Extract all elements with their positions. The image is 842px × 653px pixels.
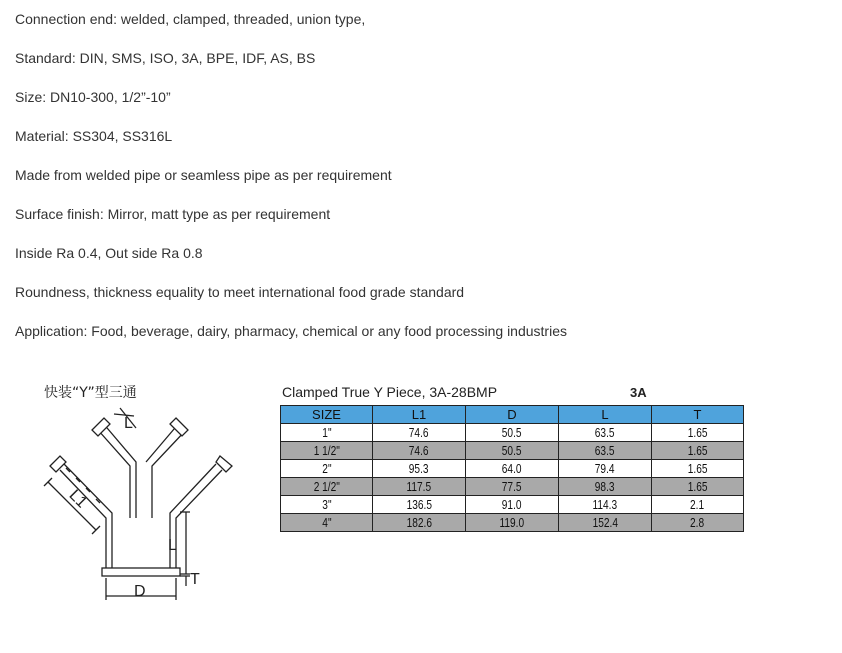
cell-size: 1 1/2" bbox=[313, 443, 340, 458]
cell-d: 50.5 bbox=[502, 443, 522, 458]
col-header-size: SIZE bbox=[281, 406, 373, 424]
cell-t: 1.65 bbox=[687, 479, 708, 494]
cell-l1: 95.3 bbox=[409, 461, 429, 476]
spec-standard: Standard: DIN, SMS, ISO, 3A, BPE, IDF, AS, BS bbox=[15, 50, 316, 66]
col-header-t: T bbox=[652, 406, 744, 424]
cell-d: 64.0 bbox=[502, 461, 522, 476]
spec-size: Size: DN10-300, 1/2”-10” bbox=[15, 89, 171, 105]
col-header-l: L bbox=[559, 406, 652, 424]
left-branch-inner bbox=[98, 430, 130, 518]
table-title: Clamped True Y Piece, 3A-28BMP bbox=[282, 384, 498, 400]
left-branch-lower bbox=[60, 470, 106, 570]
cell-l: 98.3 bbox=[595, 479, 615, 494]
spec-pipe: Made from welded pipe or seamless pipe as per requirement bbox=[15, 167, 392, 183]
table-row bbox=[281, 514, 744, 532]
left-side-ferrule bbox=[50, 456, 66, 472]
cell-l: 79.4 bbox=[595, 461, 615, 476]
cell-l: 63.5 bbox=[595, 443, 615, 458]
cell-size: 2 1/2" bbox=[313, 479, 340, 494]
table-row bbox=[281, 478, 744, 496]
label-t: T bbox=[190, 571, 200, 588]
left-branch-outer bbox=[102, 422, 136, 518]
cell-d: 77.5 bbox=[502, 479, 522, 494]
cell-d: 91.0 bbox=[502, 497, 522, 512]
spec-roundness: Roundness, thickness equality to meet international food grade standard bbox=[15, 284, 465, 300]
y-piece-drawing bbox=[40, 400, 250, 610]
cell-d: 50.5 bbox=[502, 425, 522, 440]
cell-size: 3" bbox=[321, 497, 332, 512]
right-branch-inner bbox=[152, 430, 186, 518]
cell-d: 119.0 bbox=[499, 515, 525, 530]
dimension-table bbox=[280, 405, 744, 532]
spec-surface-finish: Surface finish: Mirror, matt type as per requirement bbox=[15, 206, 331, 222]
label-d: D bbox=[134, 583, 146, 600]
table-row bbox=[281, 442, 744, 460]
label-l-top: L bbox=[124, 415, 133, 432]
cell-t: 2.8 bbox=[690, 515, 705, 530]
label-l-right: L bbox=[168, 537, 177, 554]
label-l1: L1 bbox=[65, 486, 91, 512]
cell-l: 114.3 bbox=[592, 497, 618, 512]
cell-t: 2.1 bbox=[690, 497, 705, 512]
cell-l: 152.4 bbox=[592, 515, 618, 530]
cell-l1: 117.5 bbox=[406, 479, 432, 494]
table-row bbox=[281, 496, 744, 514]
table-header-row bbox=[281, 406, 744, 424]
table-row bbox=[281, 424, 744, 442]
cell-l1: 182.6 bbox=[406, 515, 432, 530]
col-header-d: D bbox=[466, 406, 559, 424]
spec-application: Application: Food, beverage, dairy, pharmacy, chemical or any food processing industries bbox=[15, 323, 567, 339]
cell-size: 4" bbox=[321, 515, 332, 530]
table-row bbox=[281, 460, 744, 478]
right-branch-lower-outer bbox=[176, 470, 222, 570]
cell-l: 63.5 bbox=[595, 425, 615, 440]
right-side-ferrule bbox=[216, 456, 232, 472]
right-top-ferrule bbox=[170, 418, 188, 436]
cell-size: 2" bbox=[321, 461, 332, 476]
drawing-title: 快装“Y”型三通 bbox=[44, 385, 137, 401]
spec-connection-end: Connection end: welded, clamped, threaded, union type, bbox=[15, 11, 366, 27]
spec-material: Material: SS304, SS316L bbox=[15, 128, 173, 144]
table-standard: 3A bbox=[630, 385, 647, 400]
spec-roughness: Inside Ra 0.4, Out side Ra 0.8 bbox=[15, 245, 203, 261]
cell-size: 1" bbox=[321, 425, 332, 440]
col-header-l1: L1 bbox=[373, 406, 466, 424]
cell-t: 1.65 bbox=[687, 461, 708, 476]
cell-l1: 136.5 bbox=[406, 497, 432, 512]
cell-t: 1.65 bbox=[687, 425, 708, 440]
cell-t: 1.65 bbox=[687, 443, 708, 458]
cell-l1: 74.6 bbox=[409, 443, 429, 458]
cell-l1: 74.6 bbox=[409, 425, 429, 440]
left-top-ferrule bbox=[92, 418, 110, 436]
bottom-ferrule bbox=[102, 568, 180, 576]
